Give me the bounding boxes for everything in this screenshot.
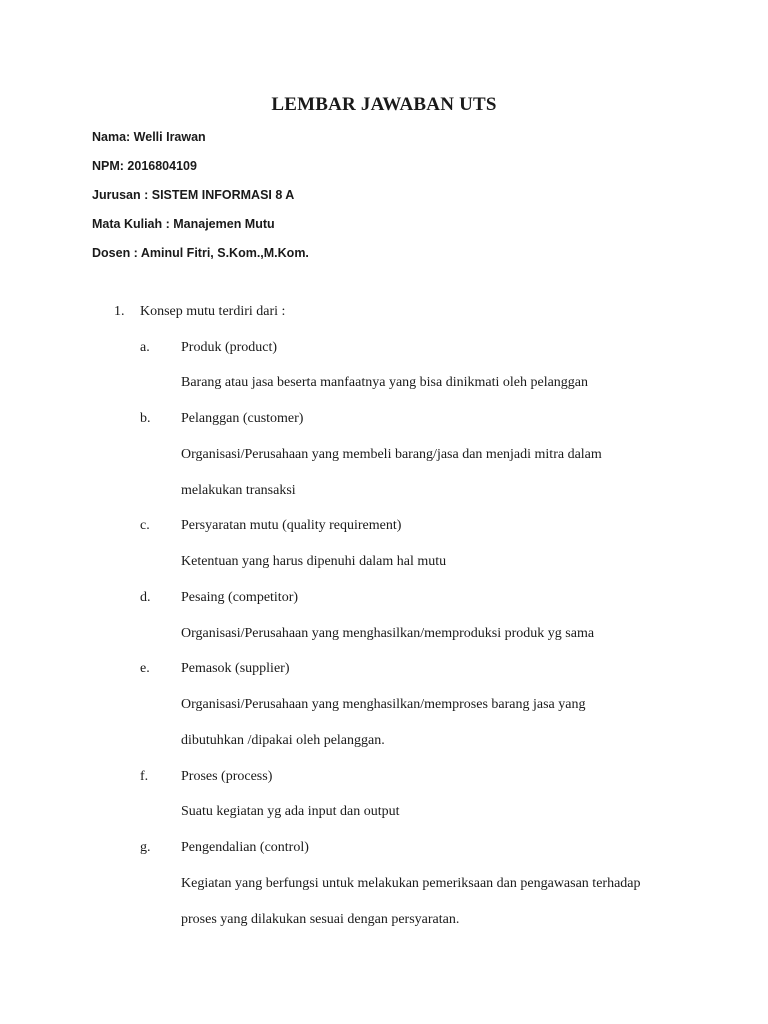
- item-description: Organisasi/Perusahaan yang menghasilkan/memproduksi produk yg sama: [181, 626, 595, 641]
- question-text: Konsep mutu terdiri dari :: [140, 304, 286, 319]
- item-description: proses yang dilakukan sesuai dengan persyaratan.: [181, 912, 460, 927]
- item-term: Pesaing (competitor): [181, 590, 299, 605]
- item-term: Produk (product): [181, 340, 278, 355]
- item-term: Proses (process): [181, 769, 273, 784]
- item-letter: g.: [140, 840, 151, 855]
- item-description: Suatu kegiatan yg ada input dan output: [181, 804, 400, 819]
- student-name: Nama: Welli Irawan: [92, 130, 206, 144]
- item-letter: f.: [140, 769, 149, 784]
- item-description: Ketentuan yang harus dipenuhi dalam hal mutu: [181, 554, 447, 569]
- item-description: Organisasi/Perusahaan yang menghasilkan/memproses barang jasa yang: [181, 697, 586, 712]
- item-term: Persyaratan mutu (quality requirement): [181, 518, 402, 533]
- item-description: Barang atau jasa beserta manfaatnya yang bisa dinikmati oleh pelanggan: [181, 375, 589, 390]
- item-letter: c.: [140, 518, 150, 533]
- item-term: Pengendalian (control): [181, 840, 309, 855]
- student-npm: NPM: 2016804109: [92, 159, 197, 173]
- item-letter: b.: [140, 411, 151, 426]
- item-description: Organisasi/Perusahaan yang membeli barang/jasa dan menjadi mitra dalam: [181, 447, 602, 462]
- document-title: LEMBAR JAWABAN UTS: [271, 94, 497, 115]
- item-letter: e.: [140, 661, 150, 676]
- lecturer-name: Dosen : Aminul Fitri, S.Kom.,M.Kom.: [92, 246, 309, 260]
- item-description: Kegiatan yang berfungsi untuk melakukan pemeriksaan dan pengawasan terhadap: [181, 876, 641, 891]
- item-term: Pemasok (supplier): [181, 661, 290, 676]
- student-jurusan: Jurusan : SISTEM INFORMASI 8 A: [92, 188, 295, 202]
- item-letter: a.: [140, 340, 150, 355]
- question-number: 1.: [114, 304, 125, 319]
- item-term: Pelanggan (customer): [181, 411, 304, 426]
- item-letter: d.: [140, 590, 151, 605]
- item-description: dibutuhkan /dipakai oleh pelanggan.: [181, 733, 385, 748]
- item-description: melakukan transaksi: [181, 483, 296, 498]
- course-name: Mata Kuliah : Manajemen Mutu: [92, 217, 275, 231]
